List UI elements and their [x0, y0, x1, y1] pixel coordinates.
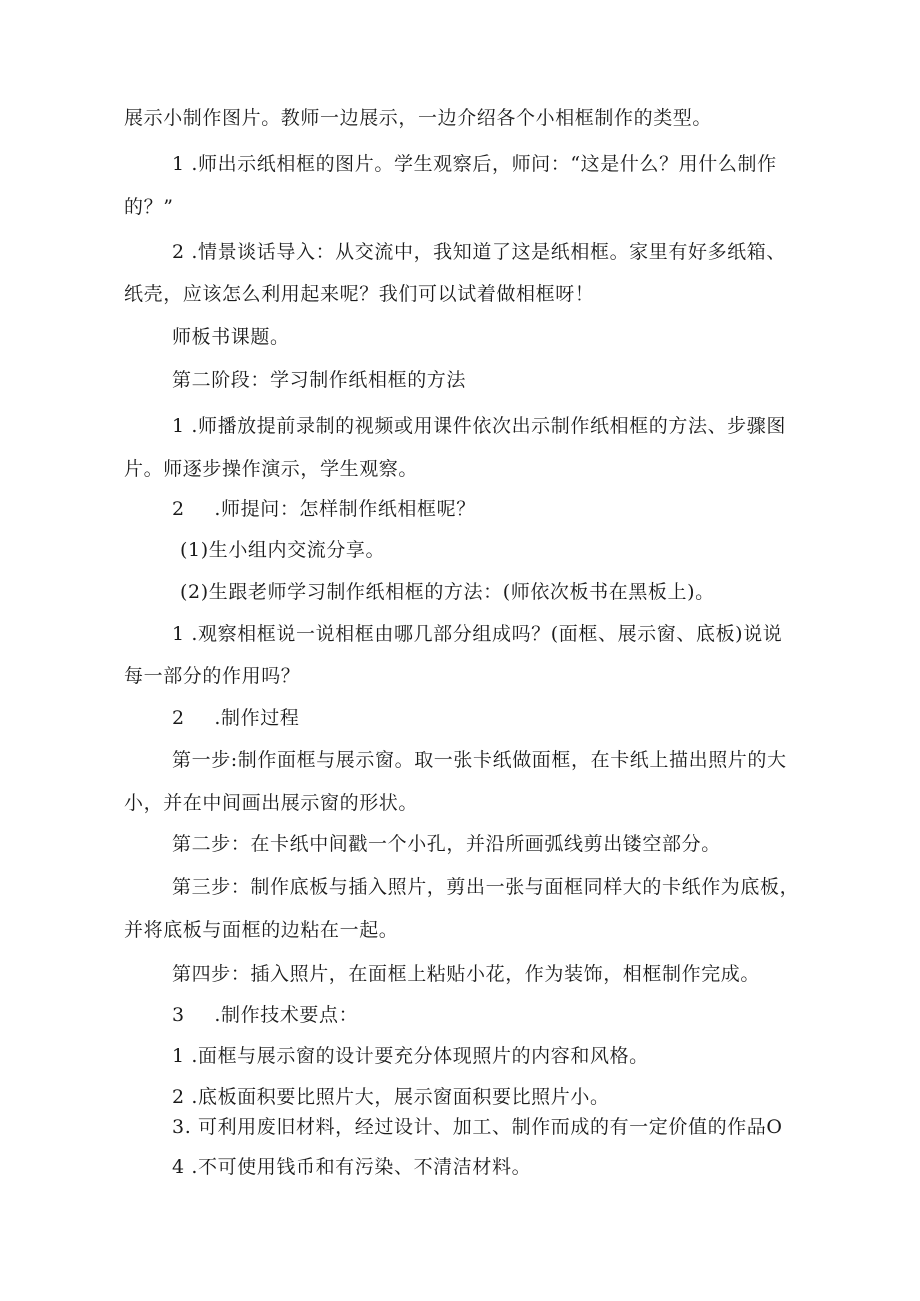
text-line-board-title: 师板书课题。 [172, 326, 290, 348]
text-line-step2-intro: 2 .情景谈话导入：从交流中，我知道了这是纸相框。家里有好多纸箱、 [172, 241, 786, 263]
text-line-tech-point-1: 1 .面框与展示窗的设计要充分体现照片的内容和风格。 [172, 1045, 649, 1067]
text-line-step1-cont: 的？” [124, 196, 174, 218]
text-line-observe-frame: 1 .观察相框说一说相框由哪几部分组成吗？(面框、展示窗、底板)说说 [172, 623, 783, 645]
text-line-step-two: 第二步：在卡纸中间戳一个小孔，并沿所画弧线剪出镂空部分。 [172, 833, 721, 855]
text-line-video-cont: 片。师逐步操作演示，学生观察。 [124, 458, 419, 480]
text-line-intro: 展示小制作图片。教师一边展示，一边介绍各个小相框制作的类型。 [124, 107, 713, 129]
text-line-observe-cont: 每一部分的作用吗？ [124, 665, 301, 687]
text-line-step1-question: 1 .师出示纸相框的图片。学生观察后，师问：“这是什么？用什么制作 [172, 153, 777, 175]
text-line-tech-point-3: 3. 可利用废旧材料，经过设计、加工、制作而成的有一定价值的作品O [172, 1116, 783, 1138]
text-line-teacher-question: 2 .师提问：怎样制作纸相框呢？ [172, 498, 476, 520]
text-line-group-share: (1)生小组内交流分享。 [180, 539, 386, 561]
text-line-step-three: 第三步：制作底板与插入照片，剪出一张与面框同样大的卡纸作为底板， [172, 876, 800, 898]
text-line-step-four: 第四步：插入照片，在面框上粘贴小花，作为装饰，相框制作完成。 [172, 963, 761, 985]
text-line-step2-cont: 纸壳，应该怎么利用起来呢？我们可以试着做相框呀！ [124, 283, 595, 305]
text-line-tech-point-2: 2 .底板面积要比照片大，展示窗面积要比照片小。 [172, 1086, 610, 1108]
text-line-process-heading: 2 .制作过程 [172, 707, 300, 729]
text-line-step-three-cont: 并将底板与面框的边粘在一起。 [124, 919, 399, 941]
text-line-video-demo: 1 .师播放提前录制的视频或用课件依次出示制作纸相框的方法、步骤图 [172, 415, 786, 437]
text-line-stage2-heading: 第二阶段：学习制作纸相框的方法 [172, 369, 467, 391]
text-line-tech-point-4: 4 .不可使用钱币和有污染、不清洁材料。 [172, 1156, 532, 1178]
text-line-step-one-cont: 小，并在中间画出展示窗的形状。 [124, 792, 419, 814]
text-line-step-one: 第一步:制作面框与展示窗。取一张卡纸做面框，在卡纸上描出照片的大 [172, 749, 787, 771]
text-line-follow-teacher: (2)生跟老师学习制作纸相框的方法：(师依次板书在黑板上)。 [180, 581, 715, 603]
text-line-tech-heading: 3 .制作技术要点： [172, 1004, 359, 1026]
